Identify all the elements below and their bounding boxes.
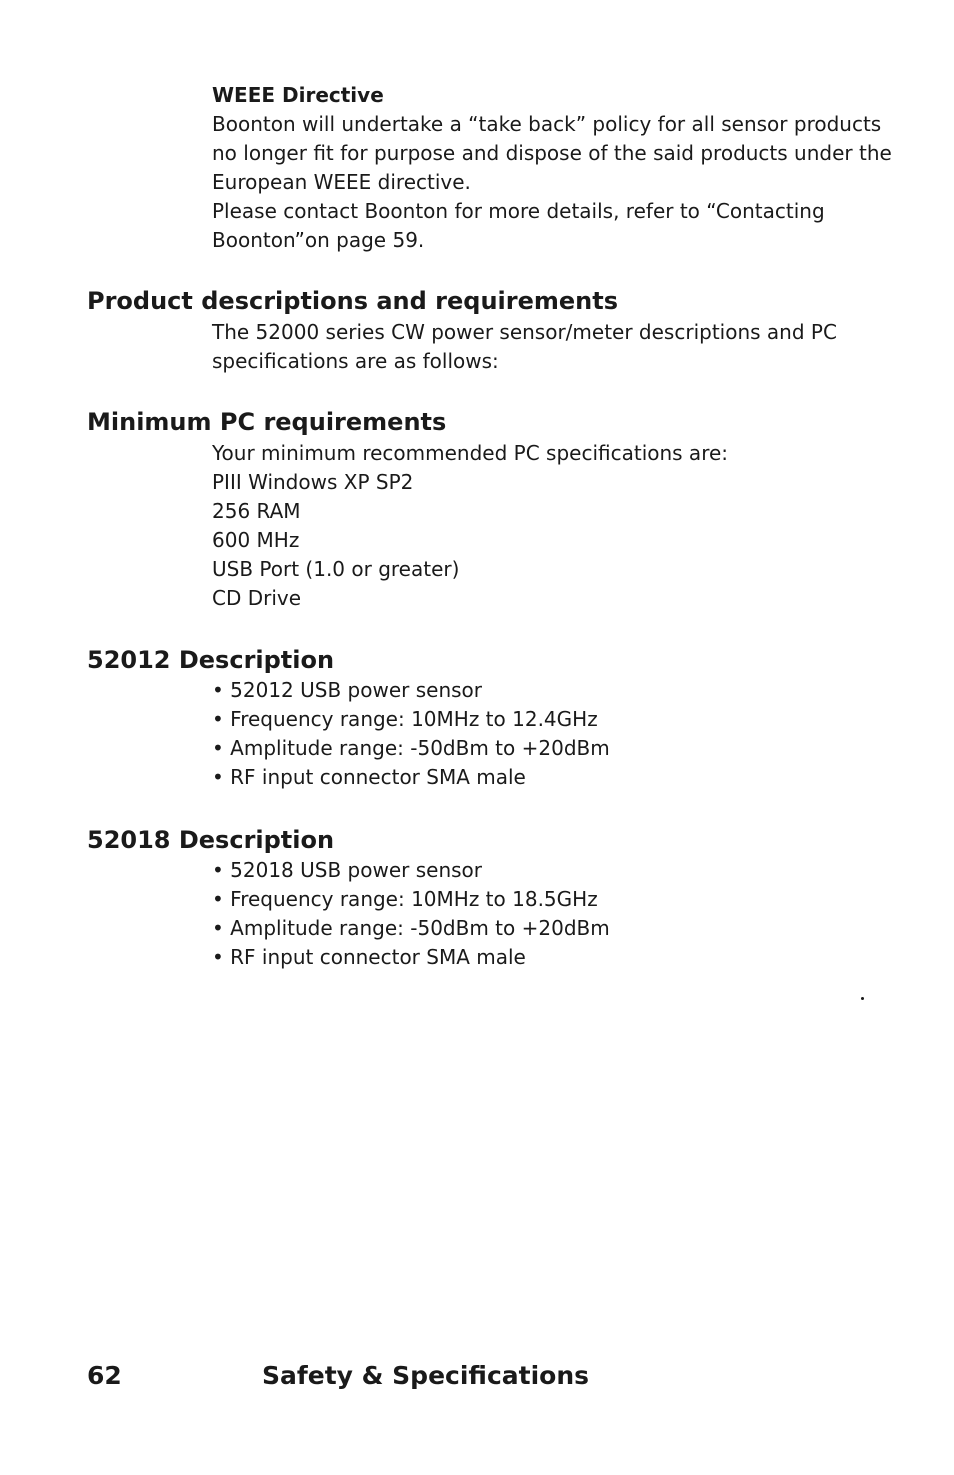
footer-section-title: Safety & Specifications bbox=[262, 1361, 590, 1390]
weee-line: no longer fit for purpose and dispose of the said products under the bbox=[212, 141, 892, 165]
minpc-line: 600 MHz bbox=[212, 528, 300, 552]
d52018-list bbox=[212, 856, 892, 972]
list-item: • RF input connector SMA male bbox=[212, 943, 892, 972]
page-number: 62 bbox=[87, 1361, 122, 1390]
product-heading: Product descriptions and requirements bbox=[87, 287, 619, 315]
list-item: • Frequency range: 10MHz to 18.5GHz bbox=[212, 885, 892, 914]
d52018-heading: 52018 Description bbox=[87, 826, 335, 854]
list-item: • Frequency range: 10MHz to 12.4GHz bbox=[212, 705, 892, 734]
weee-line: Please contact Boonton for more details, refer to “Contacting bbox=[212, 199, 825, 223]
weee-section bbox=[212, 81, 892, 255]
minpc-heading: Minimum PC requirements bbox=[87, 408, 447, 436]
list-item: • 52018 USB power sensor bbox=[212, 856, 892, 885]
product-section bbox=[212, 318, 892, 376]
d52012-heading: 52012 Description bbox=[87, 646, 335, 674]
stray-dot bbox=[861, 997, 864, 1000]
minpc-line: Your minimum recommended PC specifications are: bbox=[212, 441, 729, 465]
d52012-list bbox=[212, 676, 892, 792]
weee-line: Boonton will undertake a “take back” policy for all sensor products bbox=[212, 112, 882, 136]
minpc-line: 256 RAM bbox=[212, 499, 301, 523]
list-item: • Amplitude range: -50dBm to +20dBm bbox=[212, 734, 892, 763]
product-line: The 52000 series CW power sensor/meter descriptions and PC bbox=[212, 320, 837, 344]
list-item: • RF input connector SMA male bbox=[212, 763, 892, 792]
minpc-line: PIII Windows XP SP2 bbox=[212, 470, 414, 494]
list-item: • 52012 USB power sensor bbox=[212, 676, 892, 705]
weee-title: WEEE Directive bbox=[212, 83, 384, 107]
product-line: specifications are as follows: bbox=[212, 349, 499, 373]
weee-line: Boonton”on page 59. bbox=[212, 228, 425, 252]
minpc-line: CD Drive bbox=[212, 586, 302, 610]
minpc-section bbox=[212, 439, 892, 613]
weee-line: European WEEE directive. bbox=[212, 170, 471, 194]
list-item: • Amplitude range: -50dBm to +20dBm bbox=[212, 914, 892, 943]
minpc-line: USB Port (1.0 or greater) bbox=[212, 557, 460, 581]
